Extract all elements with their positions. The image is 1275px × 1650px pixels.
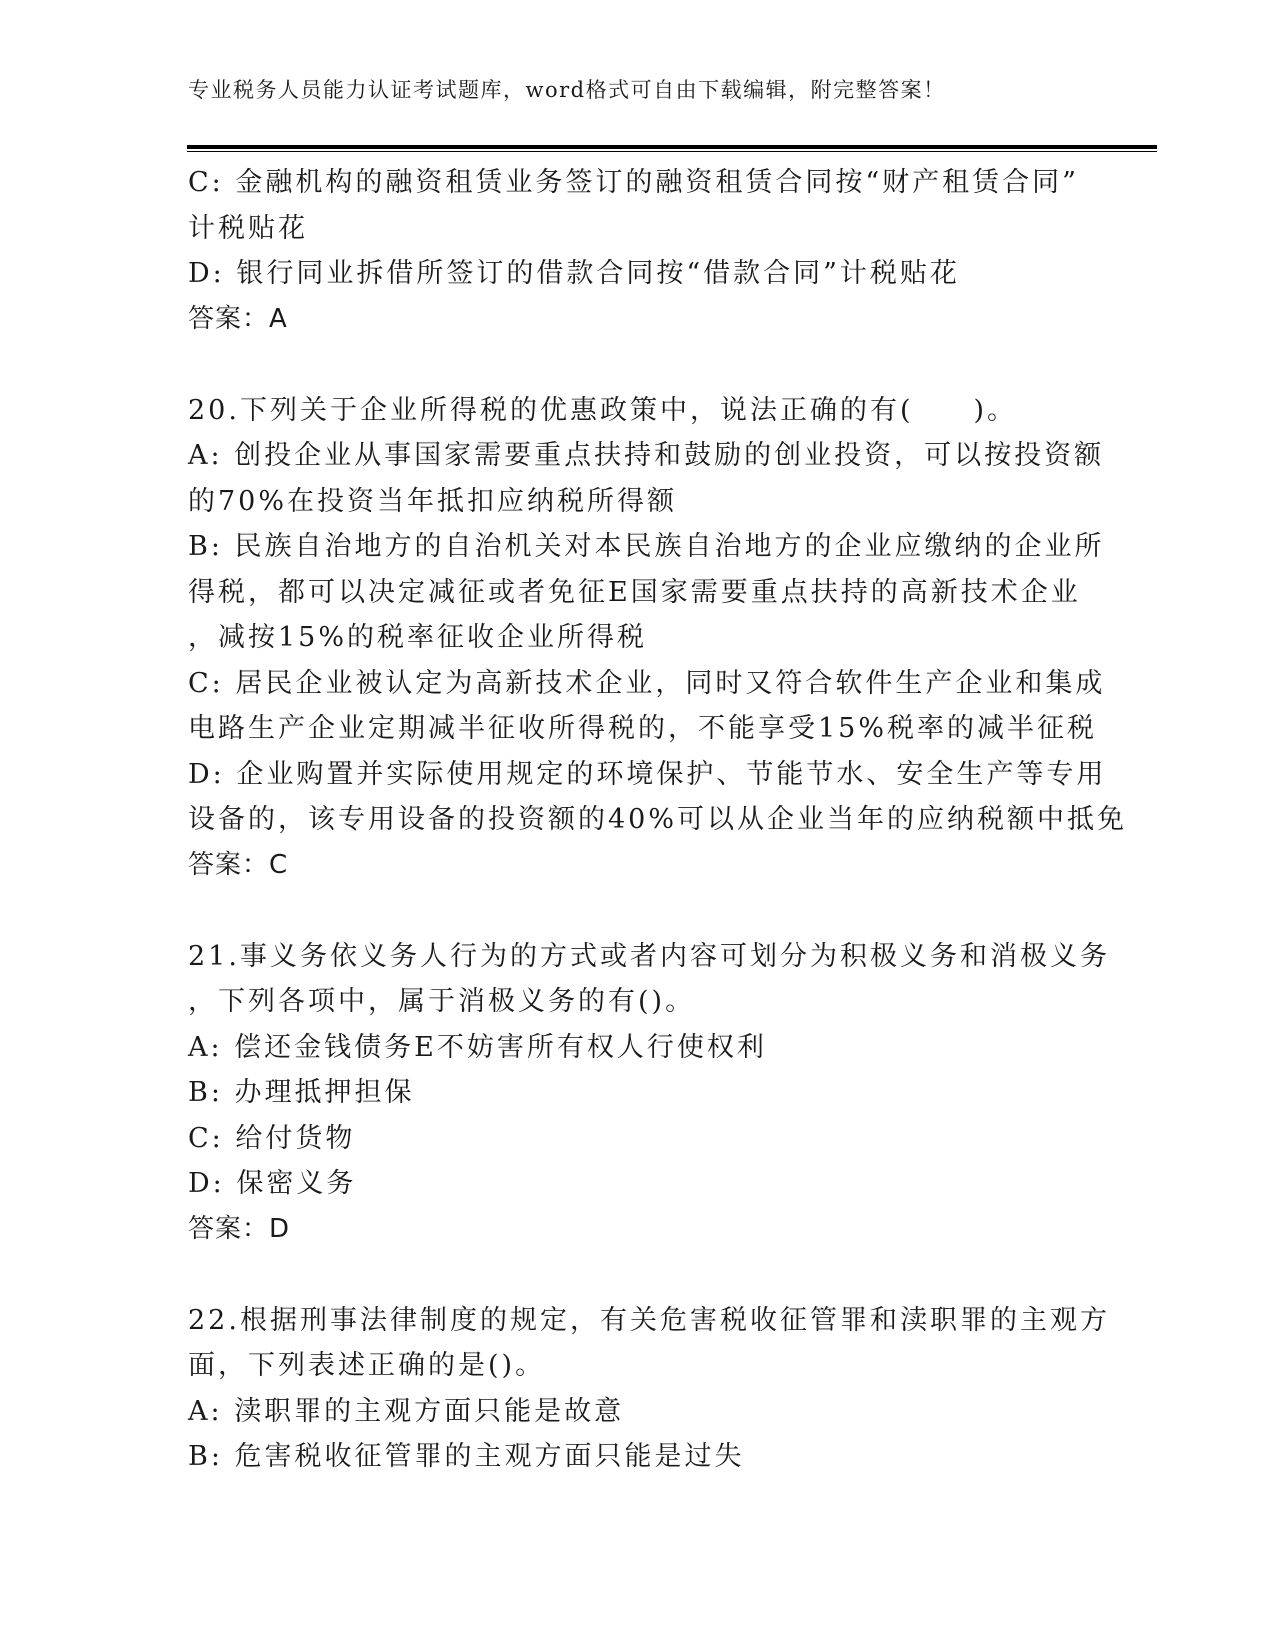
paragraph-gap	[188, 1252, 1088, 1298]
text-line: B: 办理抵押担保	[188, 1077, 415, 1108]
answer-line: 答案：A	[188, 303, 288, 334]
text-line: 面，下列表述正确的是()。	[188, 1350, 546, 1381]
text-line: 设备的，该专用设备的投资额的40%可以从企业当年的应纳税额中抵免	[188, 804, 1128, 835]
text-line: 计税贴花	[188, 212, 308, 244]
text-line: C: 金融机构的融资租赁业务签订的融资租赁合同按“财产租赁合同”	[188, 167, 1079, 198]
text-line: D: 保密义务	[188, 1168, 357, 1199]
text-line: 得税，都可以决定减征或者免征E国家需要重点扶持的高新技术企业	[188, 576, 1081, 608]
text-line: 20.下列关于企业所得税的优惠政策中，说法正确的有( )。	[188, 394, 1018, 426]
text-line: B: 民族自治地方的自治机关对本民族自治地方的企业应缴纳的企业所	[188, 531, 1105, 562]
text-line: A: 创投企业从事国家需要重点扶持和鼓励的创业投资，可以按投资额	[188, 440, 1105, 471]
header-rule-thick	[187, 145, 1157, 149]
paragraph-gap	[188, 888, 1088, 934]
text-line: ，减按15%的税率征收企业所得税	[188, 622, 648, 653]
header-note: 专业税务人员能力认证考试题库，word格式可自由下载编辑，附完整答案！	[188, 78, 946, 102]
text-line: ，下列各项中，属于消极义务的有()。	[188, 986, 696, 1017]
question-content	[188, 160, 1128, 1480]
answer-line: 答案：C	[188, 849, 289, 880]
text-line: 21.事义务依义务人行为的方式或者内容可划分为积极义务和消极义务	[188, 940, 1110, 972]
text-line: C: 居民企业被认定为高新技术企业，同时又符合软件生产企业和集成	[188, 667, 1106, 699]
text-line: 22.根据刑事法律制度的规定，有关危害税收征管罪和渎职罪的主观方	[188, 1304, 1110, 1336]
text-line: 的70%在投资当年抵扣应纳税所得额	[188, 485, 678, 517]
text-line: B: 危害税收征管罪的主观方面只能是过失	[188, 1441, 745, 1472]
text-line: D: 银行同业拆借所签订的借款合同按“借款合同”计税贴花	[188, 258, 960, 289]
text-line: 电路生产企业定期减半征收所得税的，不能享受15%税率的减半征税	[188, 713, 1098, 744]
header-rule-thin	[187, 151, 1157, 152]
paragraph-gap	[188, 342, 1088, 388]
text-line: D: 企业购置并实际使用规定的环境保护、节能节水、安全生产等专用	[188, 758, 1107, 790]
text-line: A: 渎职罪的主观方面只能是故意	[188, 1395, 625, 1427]
text-line: A: 偿还金钱债务E不妨害所有权人行使权利	[188, 1031, 767, 1063]
text-line: C: 给付货物	[188, 1122, 356, 1154]
answer-line: 答案：D	[188, 1213, 291, 1244]
